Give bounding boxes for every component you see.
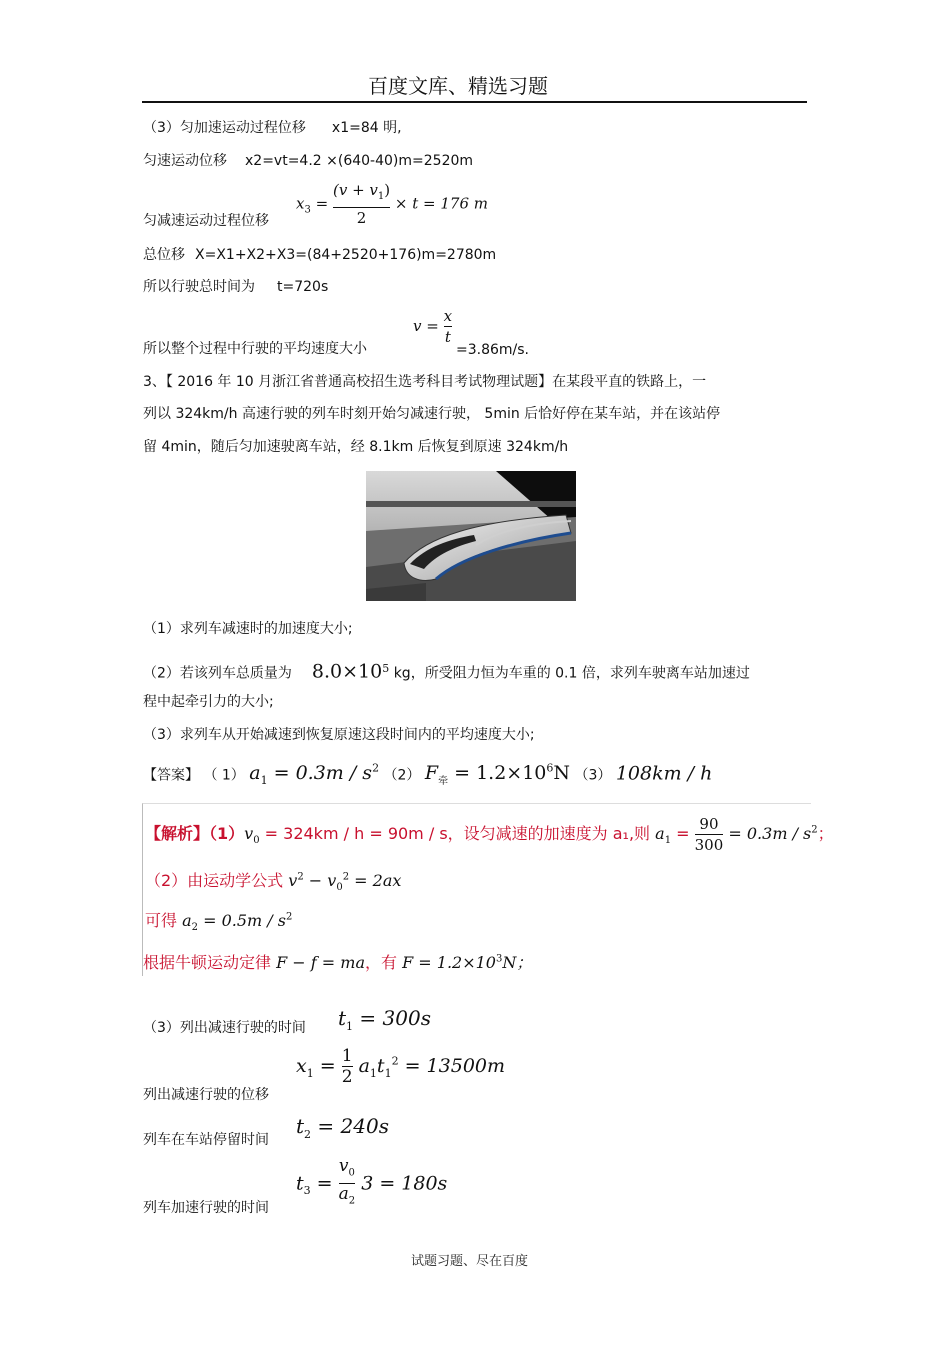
page-title: 百度文库、精选习题 [368,74,548,98]
analysis-line-2: （2）由运动学公式 $v^2 - v_0^2 = 2ax$ [145,871,402,894]
formula-avg-speed: v = $\frac{x}{t}$ [413,307,453,346]
line-total-time: 所以行驶总时间为 t=720s [143,279,329,295]
formula-t2: $t_2 = 240s$ [296,1114,389,1141]
problem3-line3: 留 4min，随后匀加速驶离车站，经 8.1km 后恢复到原速 324km/h [143,439,569,455]
analysis-line-4: 根据牛顿运动定律 F − f = ma，有 $F = 1.2\times 10^3N$； [143,953,533,972]
formula-x1: $x_1$ = $\frac{1}{2}$ $a_1t_1^2 = 13500m$ [296,1046,506,1087]
answer-line: 【答案】 （ 1） $a_1 = 0.3m / s^2$ （2） $F_牵 = 1.2\times 10^6N$ （3） 108km / h [143,762,713,788]
line-decel-time-label: （3）列出减速行驶的时间 [143,1020,306,1036]
train-photo [366,471,576,601]
formula-x3: $x_3$ = $\frac{(v + v_1)}{2}$ × t = 176 m [296,181,488,227]
line-decel-displacement-label: 匀减速运动过程位移 [143,213,269,229]
line-uniform-displacement: 匀速运动位移 x2=vt=4.2 ×(640-40)m=2520m [143,153,474,169]
problem3-line2: 列以 324km/h 高速行驶的列车时刻开始匀减速行驶， 5min 后恰好停在某车站，并在该站停 [143,406,721,422]
analysis-box [142,803,834,976]
problem3-line1: 3、【 2016 年 10 月浙江省普通高校招生选考科目考试物理试题】在某段平直的铁路上，一 [143,374,707,390]
mass-value: 8.0×10 [311,660,383,683]
formula-t3: $t_3$ = $\frac{v_0}{a_2}$ 3 = 180s [296,1156,447,1212]
question-2-cont: 程中起牵引力的大小; [143,694,274,710]
question-2: （2）若该列车总质量为 $8.0\times 10^5$ kg，所受阻力恒为车重的 0.1 倍，求列车驶离车站加速过 [143,660,750,683]
fraction-90-300: $\frac{90}{300}$ [694,815,724,854]
line-station-time-label: 列车在车站停留时间 [143,1132,269,1148]
question-1: （1）求列车减速时的加速度大小; [143,621,353,637]
line-accel-displacement: （3）匀加速运动过程位移 x1=84 明, [143,120,402,136]
line-accel-time-label: 列车加速行驶的时间 [143,1200,269,1216]
avg-speed-value: =3.86m/s. [456,342,530,358]
line-total-displacement: 总位移 X=X1+X2+X3=(84+2520+176)m=2780m [143,247,497,263]
train-illustration [366,471,576,601]
analysis-line-1: 【解析】$(1)v_0 = 324km / h = 90m / s$，设匀减速的加速度为 a₁,则 $a_1$ = $\frac{90}{300}$ = $0.3m / s^2$； [145,815,834,854]
question-3: （3）求列车从开始减速到恢复原速这段时间内的平均速度大小; [143,727,535,743]
formula-t1: $t_1 = 300s$ [338,1006,431,1033]
fraction-v-sum: $\frac{(v + v_1)}{2}$ [332,181,391,227]
line-avg-speed-label: 所以整个过程中行驶的平均速度大小 [143,341,367,357]
line-decel-displacement-3: 列出减速行驶的位移 [143,1087,269,1103]
analysis-line-3: 可得 $a_2 = 0.5m / s^2$ [145,911,293,934]
page-footer: 试题习题、尽在百度 [411,1254,529,1269]
header-rule [142,101,807,103]
